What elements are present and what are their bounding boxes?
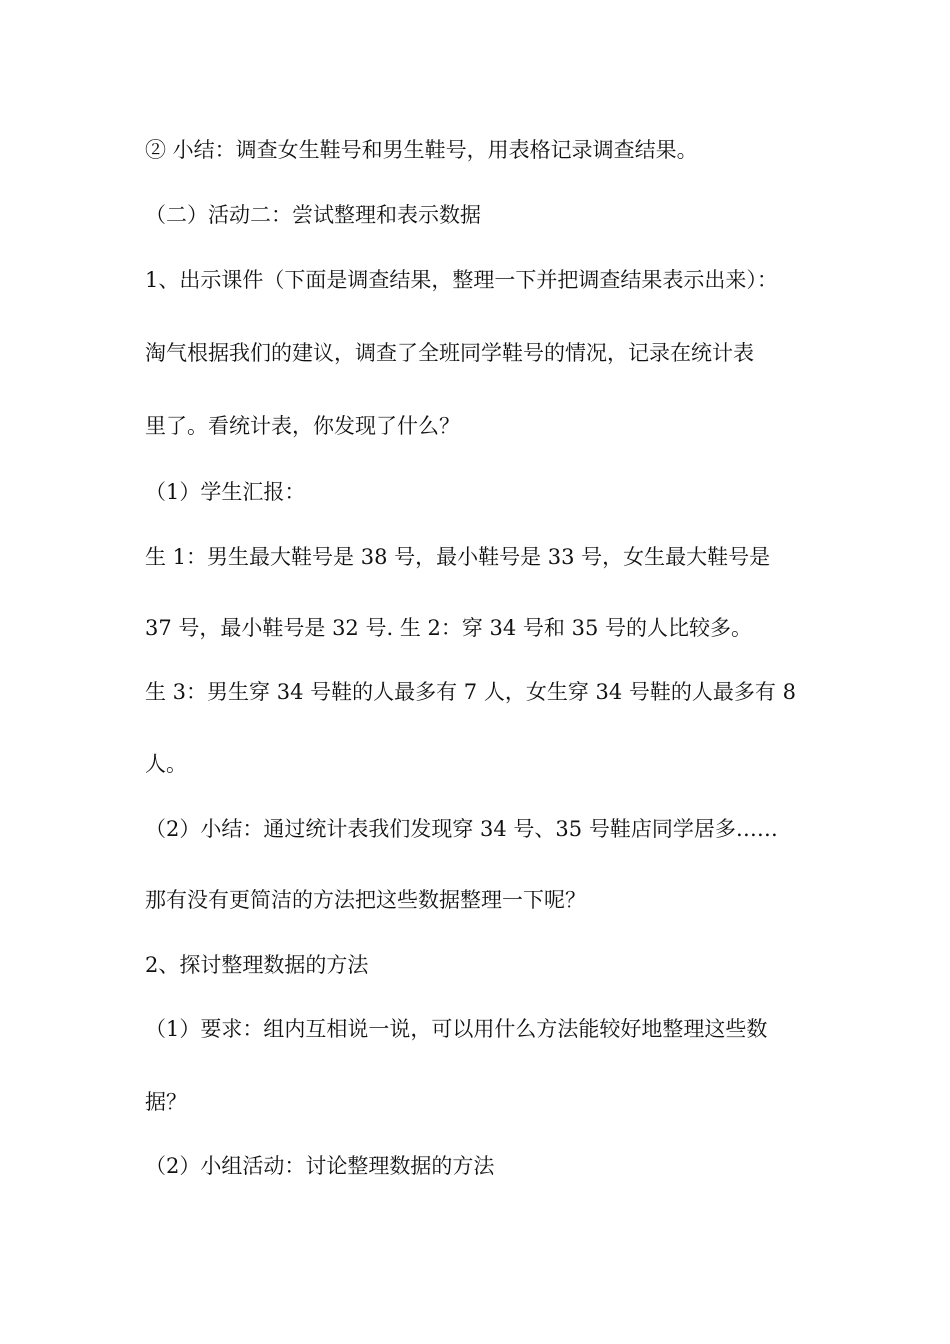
paragraph-line: 人。 [145,752,187,776]
paragraph-line: 37 号，最小鞋号是 32 号. 生 2：穿 34 号和 35 号的人比较多。 [145,616,752,640]
paragraph-line: 淘气根据我们的建议，调查了全班同学鞋号的情况，记录在统计表 [145,341,754,365]
paragraph-line: 那有没有更简洁的方法把这些数据整理一下呢？ [145,888,586,912]
paragraph-line: 里了。看统计表，你发现了什么？ [145,414,460,438]
student-report-heading: （1）学生汇报： [145,480,306,504]
step-two-heading: 2、探讨整理数据的方法 [145,953,369,977]
summary-two-line: （2）小结：通过统计表我们发现穿 34 号、35 号鞋店同学居多…… [145,817,778,841]
requirement-line: （1）要求：组内互相说一说，可以用什么方法能较好地整理这些数 [145,1017,768,1041]
activity-two-heading: （二）活动二：尝试整理和表示数据 [145,203,481,227]
group-activity-line: （2）小组活动：讨论整理数据的方法 [145,1154,495,1178]
summary-line: ② 小结：调查女生鞋号和男生鞋号，用表格记录调查结果。 [145,138,698,162]
paragraph-line: 生 3：男生穿 34 号鞋的人最多有 7 人，女生穿 34 号鞋的人最多有 8 [145,680,796,704]
paragraph-line: 生 1：男生最大鞋号是 38 号，最小鞋号是 33 号，女生最大鞋号是 [145,545,771,569]
step-one-line: 1、出示课件（下面是调查结果，整理一下并把调查结果表示出来）： [145,268,778,292]
paragraph-line: 据？ [145,1090,187,1114]
